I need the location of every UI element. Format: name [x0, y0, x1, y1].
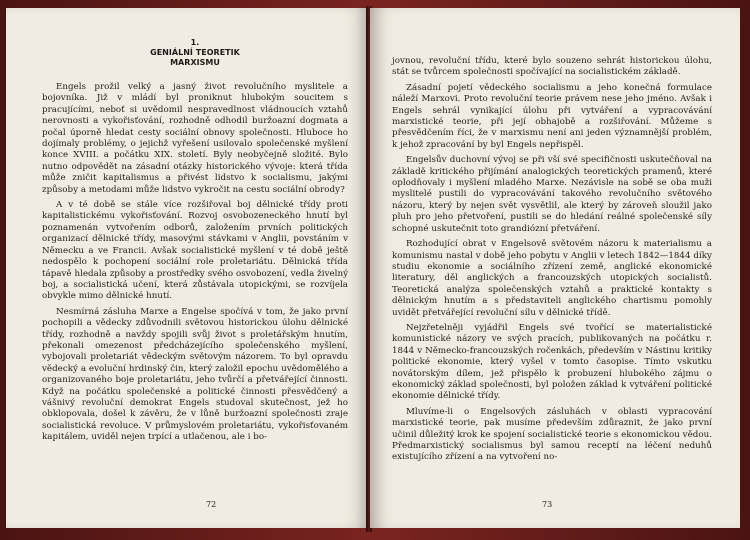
right-page-text — [392, 56, 712, 468]
left-page — [6, 8, 368, 528]
paragraph: Rozhodující obrat v Engelsově světovém názoru k materialismu a komunismu nastal v době jeho pobytu v Anglii v letech 1842—1844 díky studiu ekonomie a sociálního zřízení země, anglické ekonomické literatury, děl anglických a francouzských utopických socialistů. Teoretická analýza společenských vztahů a praktické kontakty s dělnickým hnutím a s představiteli anglického chartismu pomohly uvidět přetvářející revoluční sílu v dělnické třídě. — [392, 239, 712, 318]
paragraph: Zásadní pojetí vědeckého socialismu a jeho konečná formulace náleží Marxovi. Proto revoluční teorie právem nese jeho jméno. Avšak i Engels sehrál vynikající úlohu při vytváření a vypracovávání marxistické teorie, při její obhajobě a rozšiřování. Můžeme s přesvědčením říci, že v marxismu není ani jeden významnější problém, k jehož zpracování by byl Engels nepřispěl. — [392, 82, 712, 150]
left-page-text — [42, 38, 348, 448]
paragraph: Engels prožil velký a jasný život revolučního myslitele a bojovníka. Již v mládí byl proniknut hlubokým soucitem s pracujícími, neboť si uvědomil nespravedlnost vládnoucích vztahů nerovnosti a vykořisťování, rozhodně odhodil buržoazní dogmata a počal úporně hledat cesty sociální obnovy společnosti. Hluboce ho dojímaly problémy, o jejichž vyřešení usilovalo společenské myšlení konce XVIII. a počátku XIX. století. Byly neobyčejně složité. Bylo nutno odpovědět na zásadní otázky historického vývoje: která třída může zničit kapitalismus a přivést lidstvo k socialismu, jakými způsoby a metodami může lidstvo vykročit na cestu sociální obrody? — [42, 82, 348, 195]
paragraph: A v té době se stále více rozšiřoval boj dělnické třídy proti kapitalistickému vykořisťování. Rozvoj osvobozeneckého hnutí byl poznamenán vytvořením odborů, založením prvních politických organizací dělnické třídy, masovými stávkami v Anglii, povstáním v Německu a ve Francii. Avšak socialistické myšlení v té době ještě nedospělo k pochopení sociální role proletariátu. Dělnická třída tápavě hledala způsoby a prostředky svého osvobození, vedla živelný boj, a socialistická učení, která zůstávala utopickými, se rozvíjela obvykle mimo dělnické hnutí. — [42, 200, 348, 302]
page-number: 73 — [542, 500, 553, 509]
paragraph: Mluvíme-li o Engelsových zásluhách v oblasti vypracování marxistické teorie, pak musíme především zdůraznit, že jako první učinil důležitý krok ke spojení socialistické teorie s ekonomickou vědou. Předmarxistický socialismus byl samou receptí na léčení neduhů existujícího zřízení a na vytvoření no- — [392, 406, 712, 463]
chapter-title-line-1: GENIÁLNÍ TEORETIK — [150, 48, 240, 57]
paragraph: Engelsův duchovní vývoj se při vší své specifičnosti uskutečňoval na základě kritického přijímání analogických teoretických pramenů, které oplodňovaly i myšlení mladého Marxe. Nezávisle na sobě se oba muži myslitelé pustili do vypracovávání takového revolučního světového názoru, který by nejen svět vysvětlil, ale který by zároveň sloužil jako pluh pro jeho přetvoření, pustili se do hledání reálné společenské síly schopné uskutečnit toto grandiózní přetváření. — [392, 155, 712, 234]
chapter-heading — [42, 38, 348, 68]
right-page — [370, 8, 740, 528]
paragraph: Nesmírná zásluha Marxe a Engelse spočívá v tom, že jako první pochopili a vědecky zdůvodnili světovou historickou úlohu dělnické třídy, rozhodně a navždy spojili svůj život s proletářským hnutím, překonali omezenost předcházejícího společenského myšlení, vybojovali proletariát vědeckým světovým názorem. To byl opravdu vědecký a evoluční hrdinský čin, který založil epochu uvědomělého a organizovaného boje proletariátu, jeho tvůrčí a přetvářející činnosti. Když na počátku společenské a politické činnosti přesvědčený a vášnivý revoluční demokrat Engels studoval skutečnost, jež ho obklopovala, došel k závěru, že v lůně buržoazní společnosti zraje socialistická revoluce. V průmyslovém proletariátu, vykořisťovaném kapitálem, uviděl nejen trpící a utlačenou, ale i bo- — [42, 306, 348, 443]
paragraph: Nejzřetelněji vyjádřil Engels své tvořící se materialistické komunistické názory ve svých pracích, publikovaných na počátku r. 1844 v Německo-francouzských ročenkách, především v Nástinu kritiky politické ekonomie, který vyšel v tomto časopise. Tímto vskutku novátorským dílem, jež přispělo k probuzení hlubokého zájmu o ekonomický základ společnosti, byl položen základ k vytváření politické ekonomie dělnické třídy. — [392, 322, 712, 402]
chapter-title-line-2: MARXISMU — [170, 58, 220, 67]
chapter-number: 1. — [190, 38, 200, 47]
paragraph: jovnou, revoluční třídu, které bylo souzeno sehrát historickou úlohu, stát se tvůrcem společnosti spočívající na socialistickém základě. — [392, 56, 712, 78]
page-number: 72 — [206, 500, 217, 509]
